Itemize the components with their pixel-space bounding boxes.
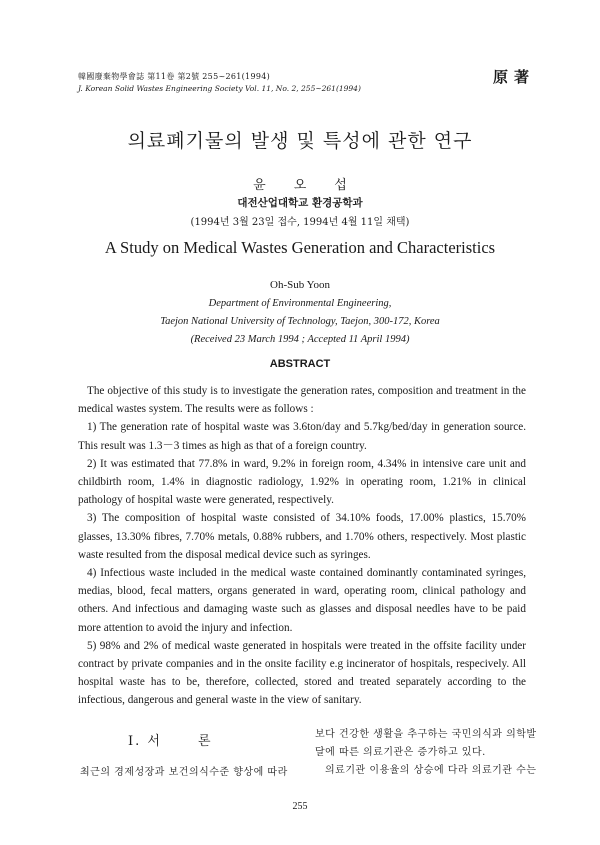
journal-header-english: J. Korean Solid Wastes Engineering Society Vol. 11, No. 2, 255~261(1994) <box>78 84 361 93</box>
title-korean: 의료폐기물의 발생 및 특성에 관한 연구 <box>127 130 473 152</box>
affiliation-english-university: Taejon National University of Technology, Taejon, 300-172, Korea <box>160 316 440 327</box>
abstract-paragraph: 5) 98% and 2% of medical waste generated in hospitals were treated in the offsite facility under contract by private companies and in the onsite facility e.g incinerator of hospitals, respecively. All hospital waste has to be, therefore, collected, stored and treated separately according to the infectious, dangerous and general waste in the view of sanitary. <box>78 639 526 707</box>
title-english: A Study on Medical Wastes Generation and Characteristics <box>104 238 496 257</box>
article-type-label: 原著 <box>493 68 536 86</box>
abstract-heading: ABSTRACT <box>269 358 331 370</box>
abstract-paragraph: 3) The composition of hospital waste consisted of 34.10% foods, 17.00% plastics, 15.70% glasses, 13.30% fibres, 7.70% metals, 0.88% rubbers, and 1.70% others, respectively. Most plastic waste resulted from the disposal medical device such as syringes. <box>78 512 526 561</box>
body-text-left-line: 최근의 경제성장과 보건의식수준 향상에 따라 <box>80 767 288 778</box>
section-number: I. 서 <box>128 734 162 749</box>
abstract-paragraph: The objective of this study is to investigate the generation rates, composition and treatment in the medical wastes system. The results were as follows : <box>78 385 526 416</box>
abstract-paragraph: 4) Infectious waste included in the medical waste contained dominantly contaminated syringes, medias, blood, fecal matters, organs generated in ward, operating room, clinical pathology and others. And infectious and damaging waste such as glasses and disposal needles have to be paid more attention to avoid the injury and infection. <box>78 567 526 634</box>
section-title-rest: 론 <box>197 734 213 749</box>
author-english: Oh-Sub Yoon <box>270 279 330 291</box>
dates-korean: (1994년 3월 23일 접수, 1994년 4월 11일 채택) <box>190 217 410 228</box>
abstract-paragraph: 1) The generation rate of hospital waste was 3.6ton/day and 5.7kg/bed/day in generation source. This result was 1.3－3 times as high as that of a foreign country. <box>78 421 526 452</box>
abstract-paragraph: 2) It was estimated that 77.8% in ward, 9.2% in foreign room, 4.34% in intensive care unit and childbirth room, 1.4% in diagnostic radiology, 1.92% in operating room, 1.21% in clinical pathology of hospital waste were generated, respectively. <box>78 457 526 507</box>
body-text-right-line: 보다 건강한 생활을 추구하는 국민의식과 의학발 <box>315 729 537 740</box>
abstract-body <box>78 382 526 710</box>
body-text-right-line: 달에 따른 의료기관은 증가하고 있다. <box>315 747 486 758</box>
page-number: 255 <box>292 801 308 812</box>
received-accepted-dates: (Received 23 March 1994 ; Accepted 11 April 1994) <box>190 334 410 345</box>
body-text-right-line: 의료기관 이용율의 상승에 다라 의료기관 수는 <box>325 765 537 776</box>
author-korean: 윤오섭 <box>253 178 375 193</box>
affiliation-korean: 대전산업대학교 환경공학과 <box>237 197 363 209</box>
section-heading-introduction <box>128 730 213 749</box>
journal-header-korean: 韓國廢棄物學會誌 第11卷 第2號 255~261(1994) <box>78 72 271 81</box>
affiliation-english-department: Department of Environmental Engineering, <box>208 298 392 309</box>
